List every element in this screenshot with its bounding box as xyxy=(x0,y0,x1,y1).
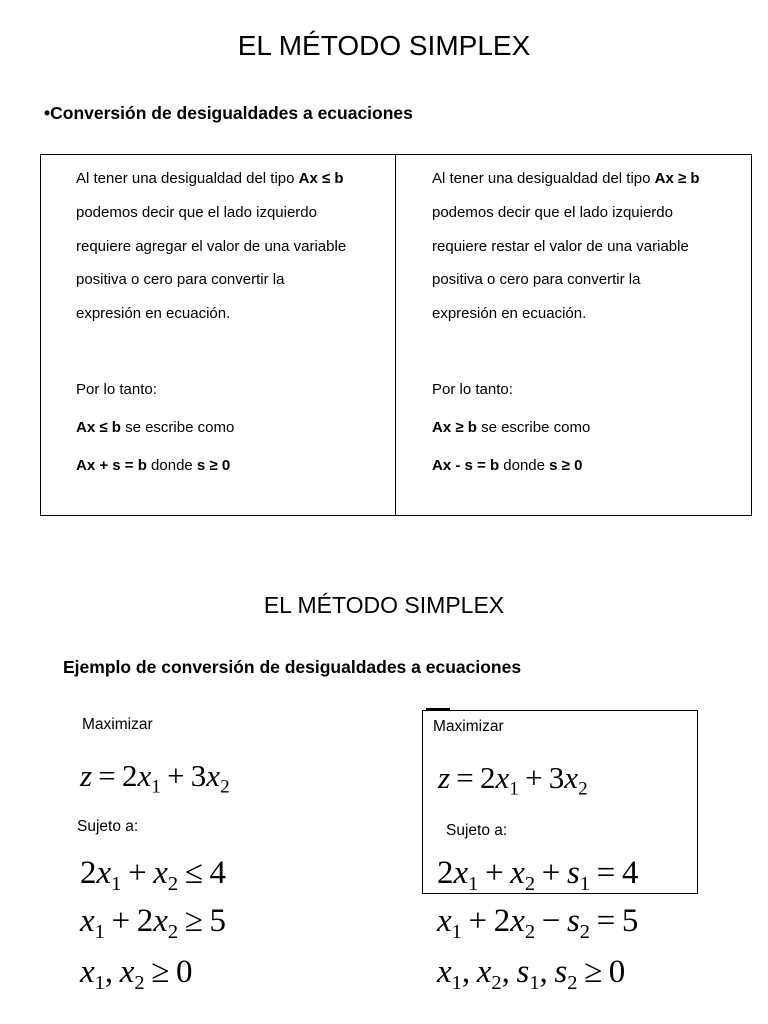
right-maximize-label: Maximizar xyxy=(433,718,504,735)
right-line-1: Al tener una desigualdad del tipo Ax ≥ b xyxy=(432,170,700,187)
right-line-3: requiere restar el valor de una variable xyxy=(432,238,689,255)
right-objective: $z = 2x_1 + 3x_2$ xyxy=(438,760,588,800)
slide1-title: EL MÉTODO SIMPLEX xyxy=(237,30,531,61)
right-therefore: Por lo tanto: xyxy=(432,381,513,398)
left-line-2: podemos decir que el lado izquierdo xyxy=(76,204,317,221)
left-rule-1: Ax ≤ b se escribe como xyxy=(76,419,235,436)
right-cell xyxy=(432,0,750,520)
left-line-1: Al tener una desigualdad del tipo Ax ≤ b xyxy=(76,170,344,187)
right-rule-1: Ax ≥ b se escribe como xyxy=(432,419,591,436)
left-constraint-2: $x_1 + 2x_2 \ge 5$ xyxy=(80,903,226,944)
left-constraint-3: $x_1$, $x_2 \ge 0$ xyxy=(80,954,193,995)
right-line-4: positiva o cero para convertir la xyxy=(432,271,641,288)
right-line-5: expresión en ecuación. xyxy=(432,305,587,322)
slide2-title: EL MÉTODO SIMPLEX xyxy=(263,592,505,618)
left-constraint-1: $2x_1 + x_2 \le 4$ xyxy=(80,855,226,896)
slide1-subtitle: •Conversión de desigualdades a ecuaciones xyxy=(44,103,413,123)
right-constraint-3: $x_1$, $x_2$, $s_1$, $s_2 \ge 0$ xyxy=(437,954,626,995)
right-subject-label: Sujeto a: xyxy=(446,822,508,839)
left-cell xyxy=(76,0,391,520)
right-inequality: Ax ≥ b xyxy=(654,170,700,187)
left-inequality: Ax ≤ b xyxy=(298,170,344,187)
left-maximize-label: Maximizar xyxy=(82,716,153,733)
left-objective: $z = 2x_1 + 3x_2$ xyxy=(80,758,230,798)
table-divider xyxy=(395,154,396,516)
left-therefore: Por lo tanto: xyxy=(76,381,157,398)
right-rule-2: Ax - s = b donde s ≥ 0 xyxy=(432,457,583,474)
slide2-subtitle: Ejemplo de conversión de desigualdades a ecuaciones xyxy=(63,657,522,677)
right-constraint-1: $2x_1 + x_2 + s_1 = 4$ xyxy=(437,855,639,896)
left-rule-2: Ax + s = b donde s ≥ 0 xyxy=(76,457,231,474)
right-line-2: podemos decir que el lado izquierdo xyxy=(432,204,673,221)
left-line-3: requiere agregar el valor de una variable xyxy=(76,238,347,255)
left-subject-label: Sujeto a: xyxy=(77,818,139,835)
right-constraint-2: $x_1 + 2x_2 - s_2 = 5$ xyxy=(437,903,639,944)
left-line-5: expresión en ecuación. xyxy=(76,305,231,322)
left-line-4: positiva o cero para convertir la xyxy=(76,271,285,288)
